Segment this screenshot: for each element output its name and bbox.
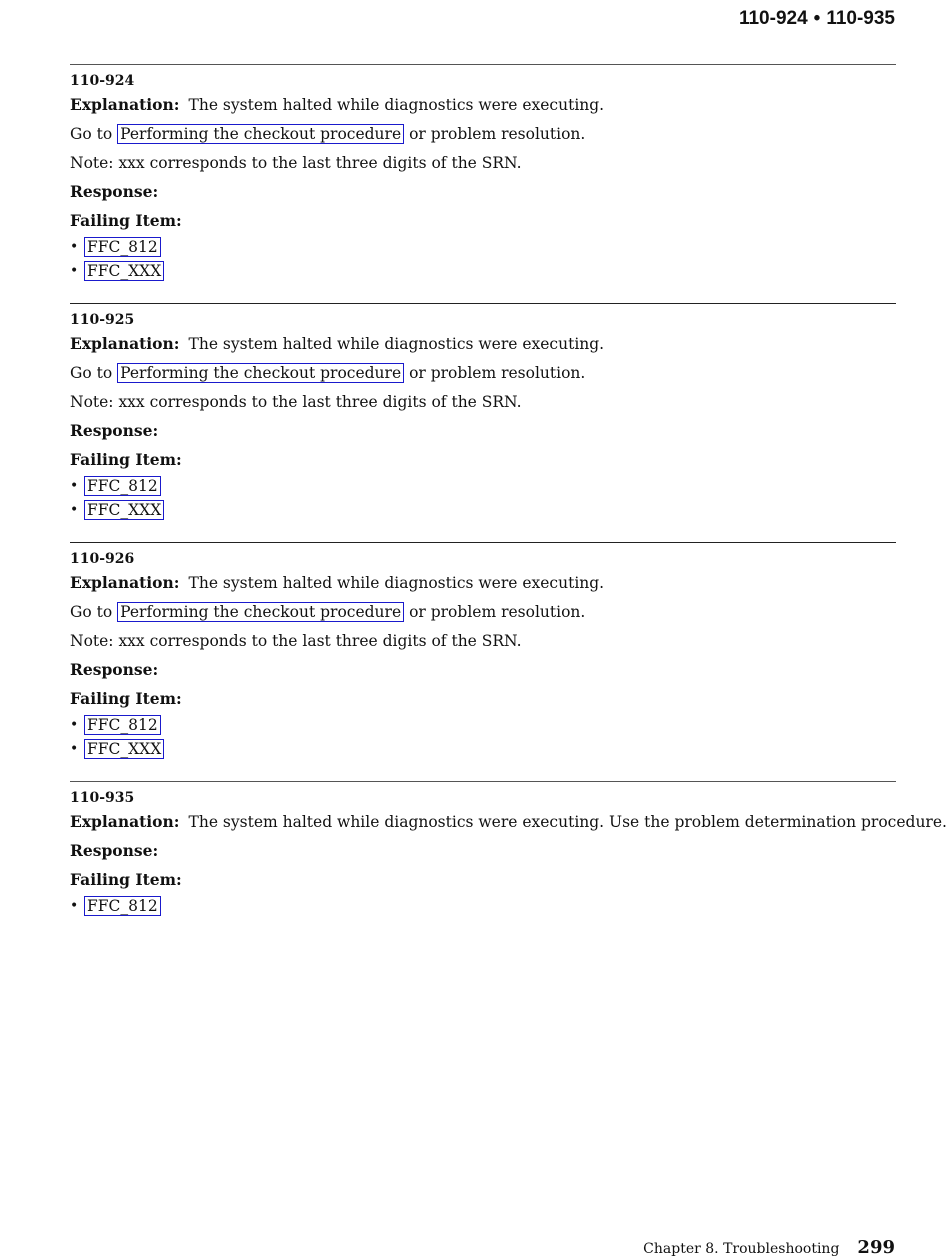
error-code: 110-924 (70, 73, 135, 89)
error-code: 110-935 (70, 790, 135, 806)
ffc-link[interactable]: FFC_812 (84, 715, 161, 735)
note-line: Note: xxx corresponds to the last three digits of the SRN. (70, 154, 522, 172)
chapter-title: Chapter 8. Troubleshooting (643, 1241, 840, 1257)
failing-item-list (70, 474, 896, 522)
bullet-icon: • (70, 478, 79, 494)
list-item (70, 259, 896, 283)
bullet-icon: • (70, 263, 79, 279)
explanation-text: The system halted while diagnostics were executing. (188, 96, 605, 114)
explanation-text: The system halted while diagnostics were executing. (188, 335, 605, 353)
list-item (70, 474, 896, 498)
page-footer (643, 1237, 895, 1258)
explanation-label: Explanation: (70, 573, 180, 592)
bullet-icon: • (70, 717, 79, 733)
failing-item-label: Failing Item: (70, 211, 182, 230)
ffc-link[interactable]: FFC_812 (84, 476, 161, 496)
running-head (739, 8, 895, 30)
goto-line (70, 602, 896, 631)
error-entry-110-924 (70, 64, 896, 293)
failing-item-list (70, 235, 896, 283)
checkout-procedure-link[interactable]: Performing the checkout procedure (117, 363, 404, 383)
bullet-icon: • (70, 502, 79, 518)
bullet-icon: • (70, 898, 79, 914)
response-label: Response: (70, 841, 159, 860)
note-line: Note: xxx corresponds to the last three digits of the SRN. (70, 393, 522, 411)
explanation-label: Explanation: (70, 95, 180, 114)
ffc-link[interactable]: FFC_XXX (84, 500, 164, 520)
list-item (70, 235, 896, 259)
explanation-label: Explanation: (70, 334, 180, 353)
goto-suffix: or problem resolution. (409, 603, 586, 621)
checkout-procedure-link[interactable]: Performing the checkout procedure (117, 602, 404, 622)
explanation-text: The system halted while diagnostics were executing. (188, 574, 605, 592)
explanation-line (70, 95, 896, 124)
goto-suffix: or problem resolution. (409, 125, 586, 143)
failing-item-label: Failing Item: (70, 450, 182, 469)
list-item (70, 737, 896, 761)
response-label: Response: (70, 182, 159, 201)
failing-item-label: Failing Item: (70, 870, 182, 889)
ffc-link[interactable]: FFC_812 (84, 896, 161, 916)
error-code: 110-926 (70, 551, 135, 567)
note-line: Note: xxx corresponds to the last three digits of the SRN. (70, 632, 522, 650)
ffc-link[interactable]: FFC_812 (84, 237, 161, 257)
goto-line (70, 124, 896, 153)
ffc-link[interactable]: FFC_XXX (84, 739, 164, 759)
bullet-icon: • (70, 239, 79, 255)
goto-prefix: Go to (70, 364, 113, 382)
goto-line (70, 363, 896, 392)
list-item (70, 894, 896, 918)
explanation-line (70, 334, 896, 363)
ffc-link[interactable]: FFC_XXX (84, 261, 164, 281)
list-item (70, 713, 896, 737)
error-code: 110-925 (70, 312, 135, 328)
failing-item-list (70, 894, 896, 918)
bullet-icon: • (70, 741, 79, 757)
failing-item-label: Failing Item: (70, 689, 182, 708)
response-label: Response: (70, 421, 159, 440)
running-head-last-code: 110-935 (826, 8, 895, 29)
explanation-label: Explanation: (70, 812, 180, 831)
error-entry-110-926 (70, 542, 896, 771)
goto-prefix: Go to (70, 603, 113, 621)
page-number: 299 (857, 1237, 895, 1258)
response-label: Response: (70, 660, 159, 679)
error-code-list (70, 64, 947, 918)
goto-prefix: Go to (70, 125, 113, 143)
list-item (70, 498, 896, 522)
explanation-text: The system halted while diagnostics were executing. Use the problem determination procedure. (188, 813, 947, 831)
running-head-first-code: 110-924 (738, 8, 808, 29)
running-head-bullet: • (813, 8, 821, 29)
explanation-line (70, 812, 947, 841)
explanation-line (70, 573, 896, 602)
checkout-procedure-link[interactable]: Performing the checkout procedure (117, 124, 404, 144)
error-entry-110-925 (70, 303, 896, 532)
error-entry-110-935 (70, 781, 947, 918)
goto-suffix: or problem resolution. (409, 364, 586, 382)
failing-item-list (70, 713, 896, 761)
